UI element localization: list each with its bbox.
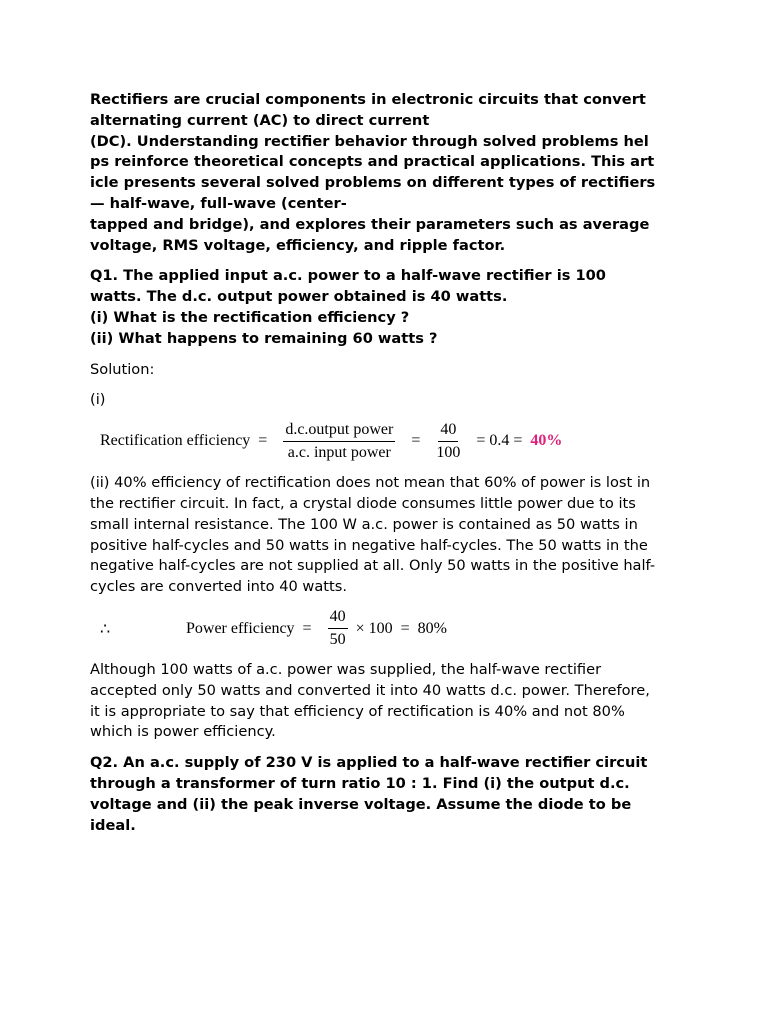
formula1-eq2: = <box>411 432 421 450</box>
q1-question <box>90 266 680 349</box>
part-ii-paragraph <box>90 473 680 598</box>
part-ii-line: small internal resistance. The 100 W a.c. power is contained as 50 watts in <box>90 515 638 533</box>
formula1-denominator: a.c. input power <box>287 443 391 461</box>
document-page <box>90 90 680 836</box>
formula1-lhs: Rectification efficiency <box>100 432 251 450</box>
conclusion-line: Although 100 watts of a.c. power was supplied, the half-wave rectifier <box>90 660 602 678</box>
formula2-eq: = <box>302 619 312 637</box>
conclusion-line: accepted only 50 watts and converted it into 40 watts d.c. power. Therefore, <box>90 681 650 699</box>
formula1-numerator2: 40 <box>438 421 458 442</box>
formula2-denominator: 50 <box>329 631 346 649</box>
formula2-fraction <box>328 608 348 649</box>
formula1-eq: = <box>258 432 268 450</box>
power-efficiency-formula <box>90 606 680 652</box>
conclusion-line: which is power efficiency. <box>90 723 276 741</box>
intro-line: icle presents several solved problems on different types of rectifiers <box>90 174 656 192</box>
formula2-rest: × 100 = 80% <box>355 619 447 637</box>
part-ii-line: the rectifier circuit. In fact, a crystal diode consumes little power due to its <box>90 494 636 512</box>
formula1-denominator2: 100 <box>436 443 461 461</box>
intro-line: voltage, RMS voltage, efficiency, and ripple factor. <box>90 236 506 254</box>
intro-line: tapped and bridge), and explores their parameters such as average <box>90 215 650 233</box>
q2-line: ideal. <box>90 816 136 834</box>
intro-line: ps reinforce theoretical concepts and practical applications. This art <box>90 153 655 171</box>
solution-label: Solution: <box>90 360 155 378</box>
intro-line: (DC). Understanding rectifier behavior through solved problems hel <box>90 132 649 150</box>
q1-line: Q1. The applied input a.c. power to a half-wave rectifier is 100 <box>90 267 606 285</box>
part-ii-line: positive half-cycles and 50 watts in negative half-cycles. The 50 watts in the <box>90 536 648 554</box>
q2-line: through a transformer of turn ratio 10 : 1. Find (i) the output d.c. <box>90 774 630 792</box>
q2-line: voltage and (ii) the peak inverse voltage. Assume the diode to be <box>90 795 632 813</box>
therefore-symbol: ∴ <box>100 620 111 638</box>
formula1-result: 40% <box>530 432 563 450</box>
formula1-numerator: d.c.output power <box>283 421 395 442</box>
q2-line: Q2. An a.c. supply of 230 V is applied to a half-wave rectifier circuit <box>90 754 648 772</box>
q1-line: (ii) What happens to remaining 60 watts ? <box>90 329 438 347</box>
part-i-label: (i) <box>90 391 106 409</box>
formula2-lhs: Power efficiency <box>186 619 295 637</box>
part-ii-line: negative half-cycles are not supplied at all. Only 50 watts in the positive half- <box>90 557 656 575</box>
q2-question <box>90 753 680 836</box>
formula1-fraction <box>283 421 395 462</box>
q1-line: watts. The d.c. output power obtained is 40 watts. <box>90 288 508 306</box>
intro-paragraph <box>90 90 680 256</box>
intro-line: — half-wave, full-wave (center- <box>90 194 347 212</box>
q1-line: (i) What is the rectification efficiency ? <box>90 308 410 326</box>
intro-line: Rectifiers are crucial components in electronic circuits that convert <box>90 91 646 108</box>
conclusion-paragraph <box>90 660 680 743</box>
formula1-fraction2 <box>436 421 460 462</box>
conclusion-line: it is appropriate to say that efficiency of rectification is 40% and not 80% <box>90 702 625 720</box>
formula2-numerator: 40 <box>328 608 348 629</box>
part-ii-line: cycles are converted into 40 watts. <box>90 578 347 596</box>
formula1-eq3: = 0.4 = <box>476 432 523 450</box>
rectification-efficiency-formula <box>100 419 680 463</box>
intro-line: alternating current (AC) to direct current <box>90 111 430 129</box>
part-ii-line: (ii) 40% efficiency of rectification does not mean that 60% of power is lost in <box>90 474 651 492</box>
